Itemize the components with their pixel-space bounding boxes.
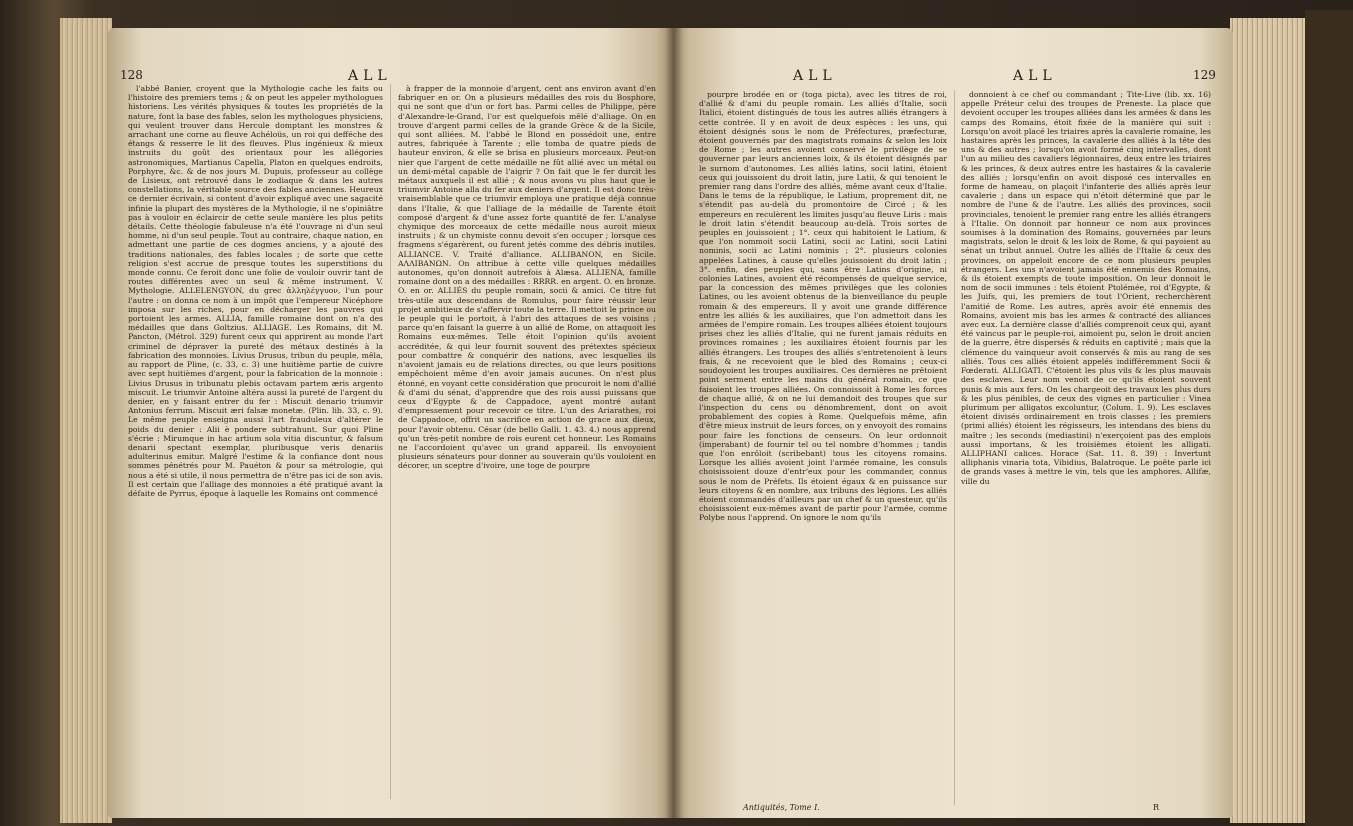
right-column-2: [961, 90, 1211, 810]
right-column-1-text: pourpre brodée en or (toga picta), avec les titres de roi, d'allié & d'ami du peuple romain. Les alliés d'Italie, socii Italici, étoient distingués de tous les autres alliés étrangers à cette contrée. Il y en avoit de deux espèces : les uns, qui étoient désignés sous le nom de Préfectures, præfecturæ, étoient gouvernés par des magistrats romains & selon les loix de Rome ; les autres avoient conservé le privilège de se gouverner par leurs anciennes loix, & ils étoient désignés par le surnom d'autonomes. Les alliés latins, socii latini, étoient ceux qui jouissoient du droit latin, jure Latii, & qui tenoient le premier rang dans l'ordre des alliés, même avant ceux d'Italie. Dans le tems de la république, le Latium, proprement dit, ne s'étendit pas au-delà du promontoire de Circé ; & les empereurs en reculèrent les limites jusqu'au fleuve Liris : mais le droit latin s'étendit beaucoup au-delà. Trois sortes de peuples en jouissoient ; 1°. ceux qui habitoient le Latium, & que l'on nommoit socii Latini, socii ac Latini, socii Latini nominis, socii ac Latini nominis ; 2°. plusieurs colonies appelées Latines, à cause qu'elles jouissoient du droit latin ; 3°. enfin, des peuples qui, sans être Latins d'origine, ni colonies Latines, avoient été récompensés de quelque service, par la concession des mêmes privilèges que les colonies Latines, ou les avoient obtenus de la bienveillance du peuple romain & des empereurs. Il y avoit une grande différence entre les alliés & les auxiliaires, que l'on admettoit dans les armées de l'empire romain. Les troupes alliées étoient toujours prises chez les alliés d'Italie, qui ne furent jamais réduits en provinces romaines ; les auxiliaires étoient fournis par les alliés étrangers. Les troupes des alliés s'entretenoient à leurs frais, & ne recevoient que le bled des Romains ; ceux-ci soudoyoient les troupes auxiliaires. Ces dernières ne prêtoient point serment entre les mains du général romain, ce que faisoient les troupes alliées. On connoissoit à Rome les forces de chaque allié, & on ne lui demandoit des troupes que sur l'inspection du cens ou dénombrement, dont on avoit probablement des copies à Rome. Quelquefois même, afin d'être mieux instruit de leurs forces, on y envoyoit des romains pour faire les fonctions de censeurs. On leur ordonnoit (imperabant) de fournir tel ou tel nombre d'hommes ; tandis que l'on enrôloit (scribebant) tous les citoyens romains. Lorsque les alliés avoient joint l'armée romaine, les consuls choisissoient douze d'entr'eux pour les commander, connus sous le nom de Préfets. Ils étoient égaux & en puissance sur leurs citoyens & en nombre, aux tribuns des légions. Les alliés étoient commandés d'ailleurs par un chef & un questeur, qu'ils choisissoient eux-mêmes avant de partir pour l'armée, comme Polybe nous l'apprend. On ignore le nom qu'ils: [699, 90, 947, 523]
book-gutter: [665, 28, 683, 818]
right-page: [673, 28, 1233, 818]
running-head-right-b: ALL: [1013, 68, 1057, 84]
left-column-1-text: l'abbé Banier, croyent que la Mythologie cache les faits ou l'histoire des premiers tems ; & on peut les appeler mythologues historiens. Les vérités physiques & toutes les propriétés de la nature, font la base des fables, selon les mythologues physiciens, qui veulent trouver dans Hercule domptant les monstres & arrachant une corne au fleuve Achéloüs, un roi qui defféche des étangs & resserre le lit des fleuves. Plus ingénieux & mieux instruits du goût des orientaux pour les allégories astronomiques, Martianus Capella, Platon en quelques endroits, Porphyre, &c. & de nos jours M. Dupuis, professeur au collège de Lisieux, ont retrouvé dans le zodiaque & dans les autres constellations, la véritable source des fables anciennes. Heureux ce dernier écrivain, si content d'avoir expliqué avec une sagacité infinie la plupart des mystères de la Mythologie, il ne s'opiniâtre pas à vouloir en éclaircir de cette seule manière les plus petits détails. Cette théologie fabuleuse n'a été l'ouvrage ni d'un seul homme, ni d'un seul peuple. Tout au contraire, chaque nation, en admettant une partie de ces dogmes anciens, y a ajouté des traditions nationales, des fables locales ; de sorte que cette religion s'est accrue de presque toutes les superstitions du monde connu. Ce feroit donc une folie de vouloir ouvrir tant de routes différentes avec un seul & même instrument. V. Mythologie. ALLELENGYON, du grec ἀλληλέγγυον, l'un pour l'autre : on donna ce nom à un impôt que l'empereur Nicéphore imposa sur les riches, pour en décharger les pauvres qui portoient les armes. ALLIA, famille romaine dont on n'a des médailles que dans Goltzius. ALLIAGE. Les Romains, dit M. Pancton, (Métrol. 329) furent ceux qui apprirent au monde l'art criminel de dépraver la pureté des métaux destinés à la fabrication des monnoies. Livius Drusus, tribun du peuple, mêla, au rapport de Pline, (c. 33, c. 3) une huitième partie de cuivre avec sept huitièmes d'argent, pour la fabrication de la monnoie : Livius Drusus in tribunatu plebis octavam partem æris argento miscuit. Le triumvir Antoine altéra aussi la pureté de l'argent du denier, en y faisant entrer du fer : Miscuit denario triumvir Antonius ferrum. Miscuit æri falsæ monetæ. (Plin. lib. 33, c. 9). Le même peuple enseigna aussi l'art frauduleux d'altérer le poids du denier : Alii è pondere subtrahunt. Sur quoi Pline s'écrie : Mirumque in hac artium sola vitia discuntur, & falsum denarii spectant exemplar, pluribusque veris denariis adulterinus emitur. Malgré l'estime & la confiance dont nous sommes pénétrés pour M. Pauéton & pour sa métrologie, qui nous a été si utile, il nous permettra de n'être pas ici de son avis. Il est certain que l'alliage des monnoies a été pratiqué avant la défaite de Pyrrus, époque à laquelle les Romains ont commencé: [128, 84, 383, 498]
column-rule-left: [390, 84, 391, 799]
book-cover: [1305, 10, 1353, 826]
left-column-1: [128, 84, 383, 804]
left-column-2-text: à frapper de la monnoie d'argent, cent ans environ avant d'en fabriquer en or. On a plusieurs médailles des rois du Bosphore, qui ne sont que d'un or fort bas. Parmi celles de Philippe, père d'Alexandre-le-Grand, l'or est quelquefois mêlé d'alliage. On en trouve d'argent parmi celles de la grande Grèce & de la Sicile, qui sont alliées. M. l'abbé le Blond en possédoit une, entre autres, fabriquée à Tarente ; elle tomba de quatre pieds de hauteur environ, & elle se brisa en plusieurs morceaux. Peut-on nier que l'argent de cette médaille ne fût allié avec un métal ou un demi-métal capable de l'aigrir ? On fait que le fer durcit les métaux auxquels il est allié ; & nous avons vu plus haut que le triumvir Antoine alla du fer aux deniers d'argent. Il est donc très-vraisemblable que ce triumvir employa une pratique déjà connue dans l'Italie, & que l'alliage de la médaille de Tarente étoit composé d'argent & d'une assez forte quantité de fer. L'analyse chymique des morceaux de cette médaille nous auroit mieux instruits ; & un chymiste connu devoit s'en occuper ; lorsque ces fragmens s'égarèrent, ou furent jetés comme des débris inutiles. ALLIANCE. V. Traité d'alliance. ALLIBANON, en Sicile. ΑΛΛΙΒΑΝΩΝ. On attribue à cette ville quelques médailles autonomes, qu'on donnoit autrefois à Alæsa. ALLIENA, famille romaine dont on a des médailles : RRRR. en argent. O. en bronze. O. en or. ALLIÉS du peuple romain, socii & amici. Ce titre fut très-utile aux descendans de Romulus, pour faire réussir leur projet ambitieux de s'affervir toute la terre. Il mettoit le prince ou le peuple qui le portoit, à l'abri des attaques de ses voisins ; parce qu'en faisant la guerre à un allié de Rome, on attaquoit les Romains eux-mêmes. Telle étoit l'opinion qu'ils avoient accréditée, & qui leur fournit souvent des prétextes spécieux pour combattre & conquérir des nations, avec lesquelles ils n'avoient jamais eu de relations directes, ou que leurs positions empêchoient même d'en avoir jamais aucunes. On n'est plus étonné, en voyant cette considération que procuroit le nom d'allié & d'ami du sénat, d'apprendre que des rois aussi puissans que ceux d'Egypte & de Cappadoce, ayent montré autant d'empressement pour recevoir ce titre. L'un des Ariarathes, roi de Cappadoce, offrit un sacrifice en action de grace aux dieux, pour l'avoir obtenu. César (de bello Galli. 1. 43. 4.) nous apprend qu'un très-petit nombre de rois eurent cet honneur. Les Romains ne l'accordoient qu'avec un grand appareil. Ils envoyoient plusieurs sénateurs pour donner au souverain qu'ils vouloient en décorer, un sceptre d'ivoire, une toge de pourpre: [398, 84, 656, 471]
left-column-2: [398, 84, 656, 804]
column-rule-right: [954, 90, 955, 805]
running-head-left: ALL: [348, 68, 392, 84]
page-number-right: 129: [1193, 68, 1216, 82]
page-number-left: 128: [120, 68, 143, 82]
footer-title: Antiquités, Tome I.: [743, 803, 820, 812]
signature-mark: R: [1153, 803, 1160, 812]
left-page-edges: [60, 18, 112, 823]
running-head-right-a: ALL: [793, 68, 837, 84]
right-column-2-text: donnoient à ce chef ou commandant ; Tite-Live (lib. xx. 16) appelle Préteur celui des troupes de Preneste. La place que devoient occuper les troupes alliées dans les armées & dans les camps des Romains, étoit fixée de la manière qui suit : Lorsqu'on avoit placé les triaires après la cavalerie romaine, les hastaires après les princes, la cavalerie des alliés à la tête des uns & des autres ; lorsqu'on avoit formé cinq intervalles, dont l'un au milieu des cavaliers légionnaires, deux entre les triaires & les princes, & deux autres entre les hastaires & la cavalerie des alliés ; lorsqu'enfin on avoit disposé ces intervalles en forme de hameau, on plaçoit l'infanterie des alliés après leur cavalerie ; dans un espace qui n'étoit déterminé que par le nombre de l'une & de l'autre. Les alliés des provinces, socii provinciales, tenoient le premier rang entre les alliés étrangers à l'Italie. On donnoit par honneur ce nom aux provinces soumises à la domination des Romains, gouvernées par leurs magistrats, selon le droit & les loix de Rome, & qui payoient au sénat un tribut annuel. Outre les alliés de l'Italie & ceux des provinces, on appeloit encore de ce nom plusieurs peuples étrangers. Les uns n'avoient jamais été ennemis des Romains, & ils étoient exempts de toute imposition. On leur donnoit le nom de socii immunes : tels étoient Ptolémée, roi d'Egypte, & les Juifs, qui, les premiers de tout l'Orient, recherchèrent l'amitié de Rome. Les autres, après avoir été ennemis des Romains, avoient mis bas les armes & contracté des alliances avec eux. La dernière classe d'alliés comprenoit ceux qui, ayant été vaincus par le peuple-roi, aimoient pu, selon le droit ancien de la guerre, être dispersés & réduits en captivité ; mais que la clémence du vainqueur avoit conservés & mis au rang de ses alliés. Tous ces alliés étoient appelés indifféremment Socii & Fœderati. ALLIGATI. C'étoient les plus vils & les plus mauvais des esclaves. Leur nom venoit de ce qu'ils étoient souvent punis & mis aux fers. On les chargeoit des travaux les plus durs & les plus pénibles, de ceux des vignes en particulier : Vinea plurimum per alligatos excoluntur, (Colum. 1. 9). Les esclaves étoient divisés ordinairement en trois classes ; les premiers (primi alliés) étoient les régisseurs, les intendans des biens du maître ; les seconds (mediastini) n'exerçoient pas des emplois aussi importans, & les troisièmes étoient les alligati. ALLIPHANI calices. Horace (Sat. 11. 8. 39) : Invertunt alliphanis vinaria tota, Vibidius, Balatroque. Le poëte parle ici de grands vases à mettre le vin, tels que les amphores. Allifæ, ville du: [961, 90, 1211, 486]
right-column-1: [699, 90, 947, 810]
left-page: [108, 28, 673, 818]
right-page-edges: [1230, 18, 1310, 823]
